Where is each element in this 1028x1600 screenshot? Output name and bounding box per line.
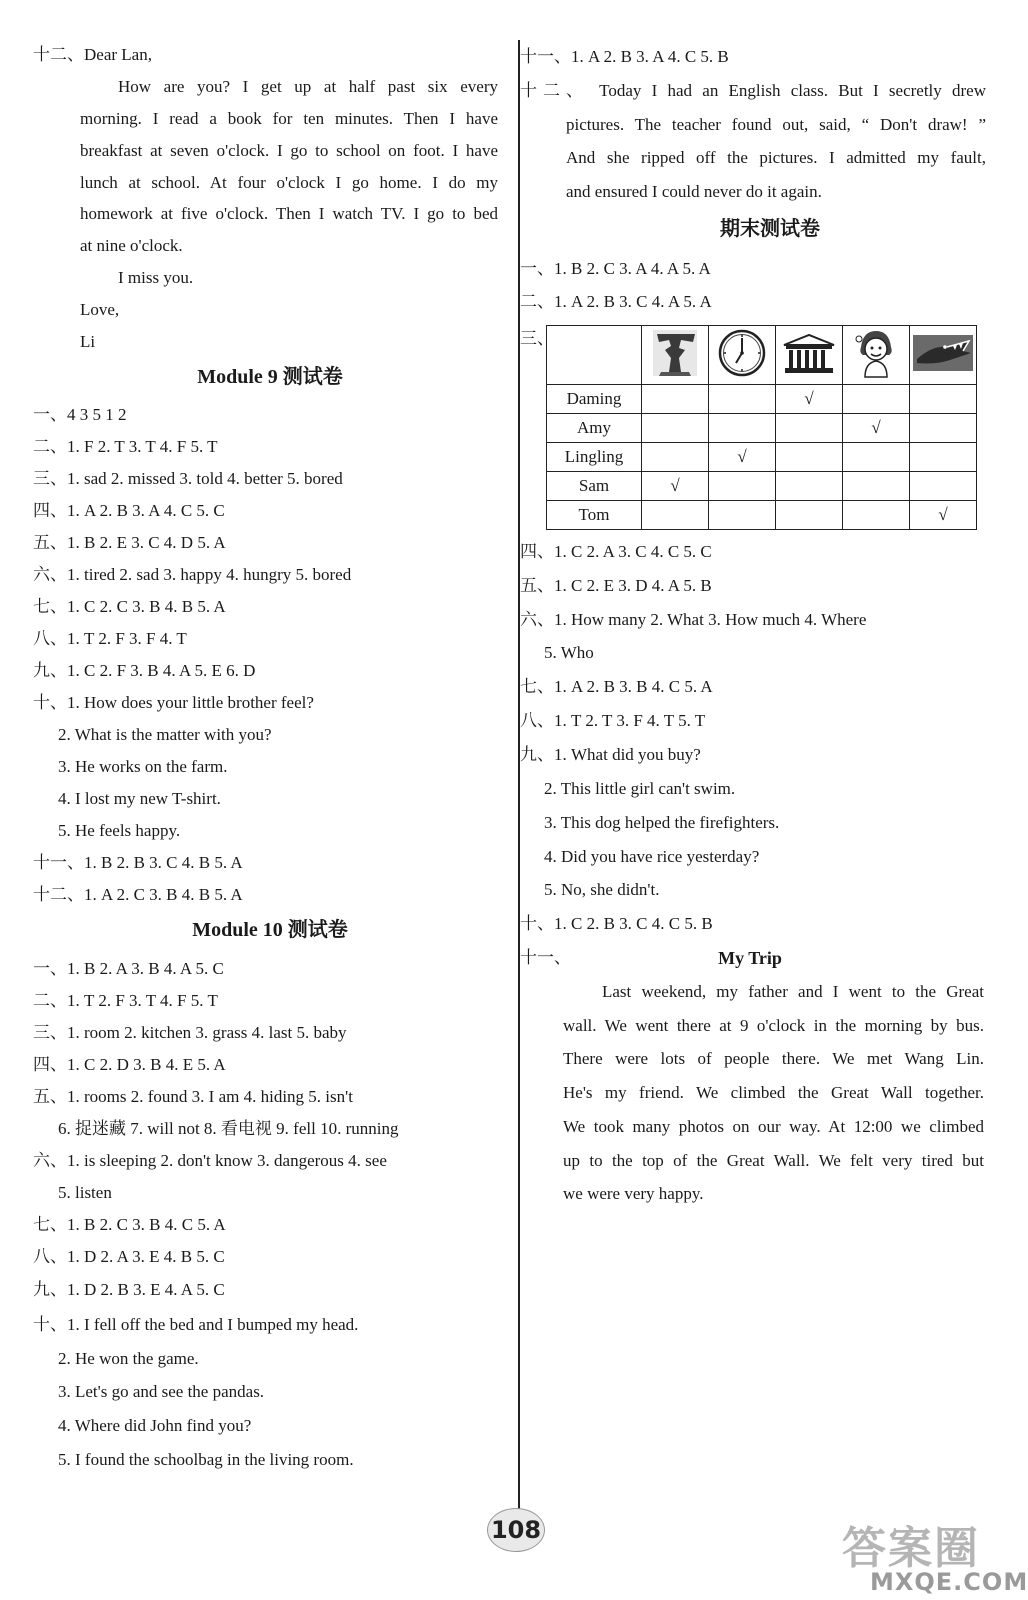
crocodile-picture-icon (913, 331, 973, 375)
essay-title: My Trip (718, 948, 782, 968)
table-name-cell: Amy (547, 414, 642, 443)
answer-line: 6. 捉迷藏 7. will not 8. 看电视 9. fell 10. running (58, 1119, 399, 1138)
answer-line: 十、1. How does your little brother feel? (33, 693, 314, 712)
answer-line: 5. He feels happy. (58, 821, 181, 840)
answer-line: 四、1. C 2. A 3. C 4. C 5. C (520, 542, 712, 561)
letter-line: homework at five o'clock. Then I watch TV. I go to bed (80, 204, 498, 223)
table-mark-cell (776, 501, 843, 530)
answer-line: 4. Where did John find you? (58, 1416, 252, 1435)
table-row (547, 443, 977, 472)
paragraph-line: 十二、 Today I had an English class. But I secretly drew (520, 81, 986, 100)
table-header-cell (910, 326, 977, 385)
answer-line: 四、1. A 2. B 3. A 4. C 5. C (33, 501, 225, 520)
answer-line: 八、1. T 2. T 3. F 4. T 5. T (520, 711, 706, 730)
clock-picture-icon (716, 327, 768, 379)
table-mark-cell: √ (843, 414, 910, 443)
girl-picture-icon (853, 327, 899, 379)
answer-line: 3. He works on the farm. (58, 757, 228, 776)
letter-line: at nine o'clock. (80, 236, 183, 255)
table-mark-cell (910, 414, 977, 443)
table-header-cell (843, 326, 910, 385)
answer-line: 四、1. C 2. D 3. B 4. E 5. A (33, 1055, 226, 1074)
letter-line: morning. I read a book for ten minutes. Then I have (80, 109, 498, 128)
table-header-cell (776, 326, 843, 385)
table-mark-cell (843, 501, 910, 530)
essay-line: up to the top of the Great Wall. We felt very tired but (563, 1151, 984, 1170)
answer-line: 五、1. rooms 2. found 3. I am 4. hiding 5. isn't (33, 1087, 353, 1106)
essay-line: Last weekend, my father and I went to the Great (602, 982, 984, 1001)
answer-line: 一、4 3 5 1 2 (33, 405, 127, 424)
table-mark-cell: √ (709, 443, 776, 472)
letter-line: breakfast at seven o'clock. I go to school on foot. I have (80, 141, 498, 160)
table-name-cell: Sam (547, 472, 642, 501)
answer-line: 九、1. D 2. B 3. E 4. A 5. C (33, 1280, 225, 1299)
answer-line: 5. listen (58, 1183, 112, 1202)
paragraph-line: and ensured I could never do it again. (566, 182, 822, 201)
table-mark-cell (642, 414, 709, 443)
answer-line: 一、1. B 2. C 3. A 4. A 5. A (520, 259, 711, 278)
answer-line: 三、1. sad 2. missed 3. told 4. better 5. bored (33, 469, 343, 488)
watermark-url: MXQE.COM (870, 1568, 1028, 1596)
table-mark-cell (642, 443, 709, 472)
answer-line: 3. This dog helped the firefighters. (544, 813, 780, 832)
table-mark-cell (910, 385, 977, 414)
statue-picture-icon (649, 328, 701, 378)
table-header-cell (642, 326, 709, 385)
answer-line: 2. He won the game. (58, 1349, 199, 1368)
table-mark-cell (642, 501, 709, 530)
table-mark-cell (776, 414, 843, 443)
answer-line: 八、1. D 2. A 3. E 4. B 5. C (33, 1247, 225, 1266)
table-header-row (547, 326, 977, 385)
paragraph-line: And she ripped off the pictures. I admitted my fault, (566, 148, 986, 167)
answer-line: 五、1. B 2. E 3. C 4. D 5. A (33, 533, 226, 552)
table-name-cell: Tom (547, 501, 642, 530)
answer-line: 2. What is the matter with you? (58, 725, 272, 744)
table-mark-cell (910, 472, 977, 501)
table-mark-cell (709, 385, 776, 414)
table-mark-cell (910, 443, 977, 472)
answer-line: 五、1. C 2. E 3. D 4. A 5. B (520, 576, 712, 595)
answer-line: 十一、1. B 2. B 3. C 4. B 5. A (33, 853, 243, 872)
table-corner-cell (547, 326, 642, 385)
answer-line-label: 十一、 (520, 948, 571, 967)
letter-signature: Li (80, 332, 96, 351)
answer-line: 七、1. B 2. C 3. B 4. C 5. A (33, 1215, 226, 1234)
answer-line: 七、1. A 2. B 3. B 4. C 5. A (520, 677, 713, 696)
letter-signoff: Love, (80, 300, 120, 319)
answer-line: 六、1. is sleeping 2. don't know 3. dangerous 4. see (33, 1151, 387, 1170)
module9-title: Module 9 测试卷 (197, 366, 343, 388)
essay-line: He's my friend. We climbed the Great Wall together. (563, 1083, 984, 1102)
answer-line: 九、1. What did you buy? (520, 745, 701, 764)
essay-line: We took many photos on our way. At 12:00 we climbed (563, 1117, 984, 1136)
essay-line: There were lots of people there. We met Wang Lin. (563, 1049, 984, 1068)
table-row (547, 414, 977, 443)
answer-line: 八、1. T 2. F 3. F 4. T (33, 629, 187, 648)
answer-table (546, 325, 977, 530)
answer-line: 六、1. tired 2. sad 3. happy 4. hungry 5. bored (33, 565, 352, 584)
paragraph-line: pictures. The teacher found out, said, “ Don't draw! ” (566, 115, 986, 134)
table-name-cell: Daming (547, 385, 642, 414)
table-mark-cell (776, 443, 843, 472)
answer-line: 4. I lost my new T-shirt. (58, 789, 221, 808)
answer-line: 5. No, she didn't. (544, 880, 660, 899)
table-mark-cell (709, 472, 776, 501)
letter-line: lunch at school. At four o'clock I go home. I do my (80, 173, 498, 192)
table-name-cell: Lingling (547, 443, 642, 472)
answer-line: 二、1. T 2. F 3. T 4. F 5. T (33, 991, 218, 1010)
answer-line: 十、1. I fell off the bed and I bumped my head. (33, 1315, 359, 1334)
table-header-cell (709, 326, 776, 385)
table-mark-cell (843, 472, 910, 501)
answer-line: 二、1. F 2. T 3. T 4. F 5. T (33, 437, 218, 456)
module10-title: Module 10 测试卷 (192, 919, 348, 941)
answer-line: 十、1. C 2. B 3. C 4. C 5. B (520, 914, 713, 933)
answer-line: 七、1. C 2. C 3. B 4. B 5. A (33, 597, 226, 616)
answer-line: 4. Did you have rice yesterday? (544, 847, 760, 866)
table-mark-cell (776, 472, 843, 501)
answer-line: 3. Let's go and see the pandas. (58, 1382, 265, 1401)
table-row (547, 385, 977, 414)
answer-line: 十一、1. A 2. B 3. A 4. C 5. B (520, 47, 729, 66)
table-mark-cell (843, 385, 910, 414)
answer-line-label: 三、 (520, 329, 554, 348)
answer-line: 十二、1. A 2. C 3. B 4. B 5. A (33, 885, 243, 904)
letter-closing: I miss you. (118, 268, 194, 287)
answer-line: 三、1. room 2. kitchen 3. grass 4. last 5. baby (33, 1023, 347, 1042)
museum-picture-icon (780, 331, 838, 375)
table-mark-cell (709, 414, 776, 443)
final-test-title: 期末测试卷 (720, 218, 820, 240)
table-row (547, 472, 977, 501)
table-mark-cell: √ (776, 385, 843, 414)
essay-line: wall. We went there at 9 o'clock in the morning by bus. (563, 1016, 984, 1035)
table-mark-cell (642, 385, 709, 414)
watermark-logo: 答案圈 (842, 1523, 980, 1574)
answer-line: 二、1. A 2. B 3. C 4. A 5. A (520, 292, 712, 311)
table-mark-cell (843, 443, 910, 472)
answer-line: 九、1. C 2. F 3. B 4. A 5. E 6. D (33, 661, 256, 680)
answer-line: 六、1. How many 2. What 3. How much 4. Where (520, 610, 867, 629)
answer-line: 2. This little girl can't swim. (544, 779, 736, 798)
table-mark-cell (709, 501, 776, 530)
letter-heading: 十二、Dear Lan, (33, 45, 152, 64)
answer-line: 一、1. B 2. A 3. B 4. A 5. C (33, 959, 224, 978)
table-mark-cell: √ (642, 472, 709, 501)
essay-line: we were very happy. (563, 1184, 704, 1203)
page-number: 108 (487, 1508, 545, 1552)
table-mark-cell: √ (910, 501, 977, 530)
answer-line: 5. Who (544, 643, 594, 662)
table-row (547, 501, 977, 530)
answer-line: 5. I found the schoolbag in the living room. (58, 1450, 354, 1469)
letter-line: How are you? I get up at half past six every (118, 77, 498, 96)
